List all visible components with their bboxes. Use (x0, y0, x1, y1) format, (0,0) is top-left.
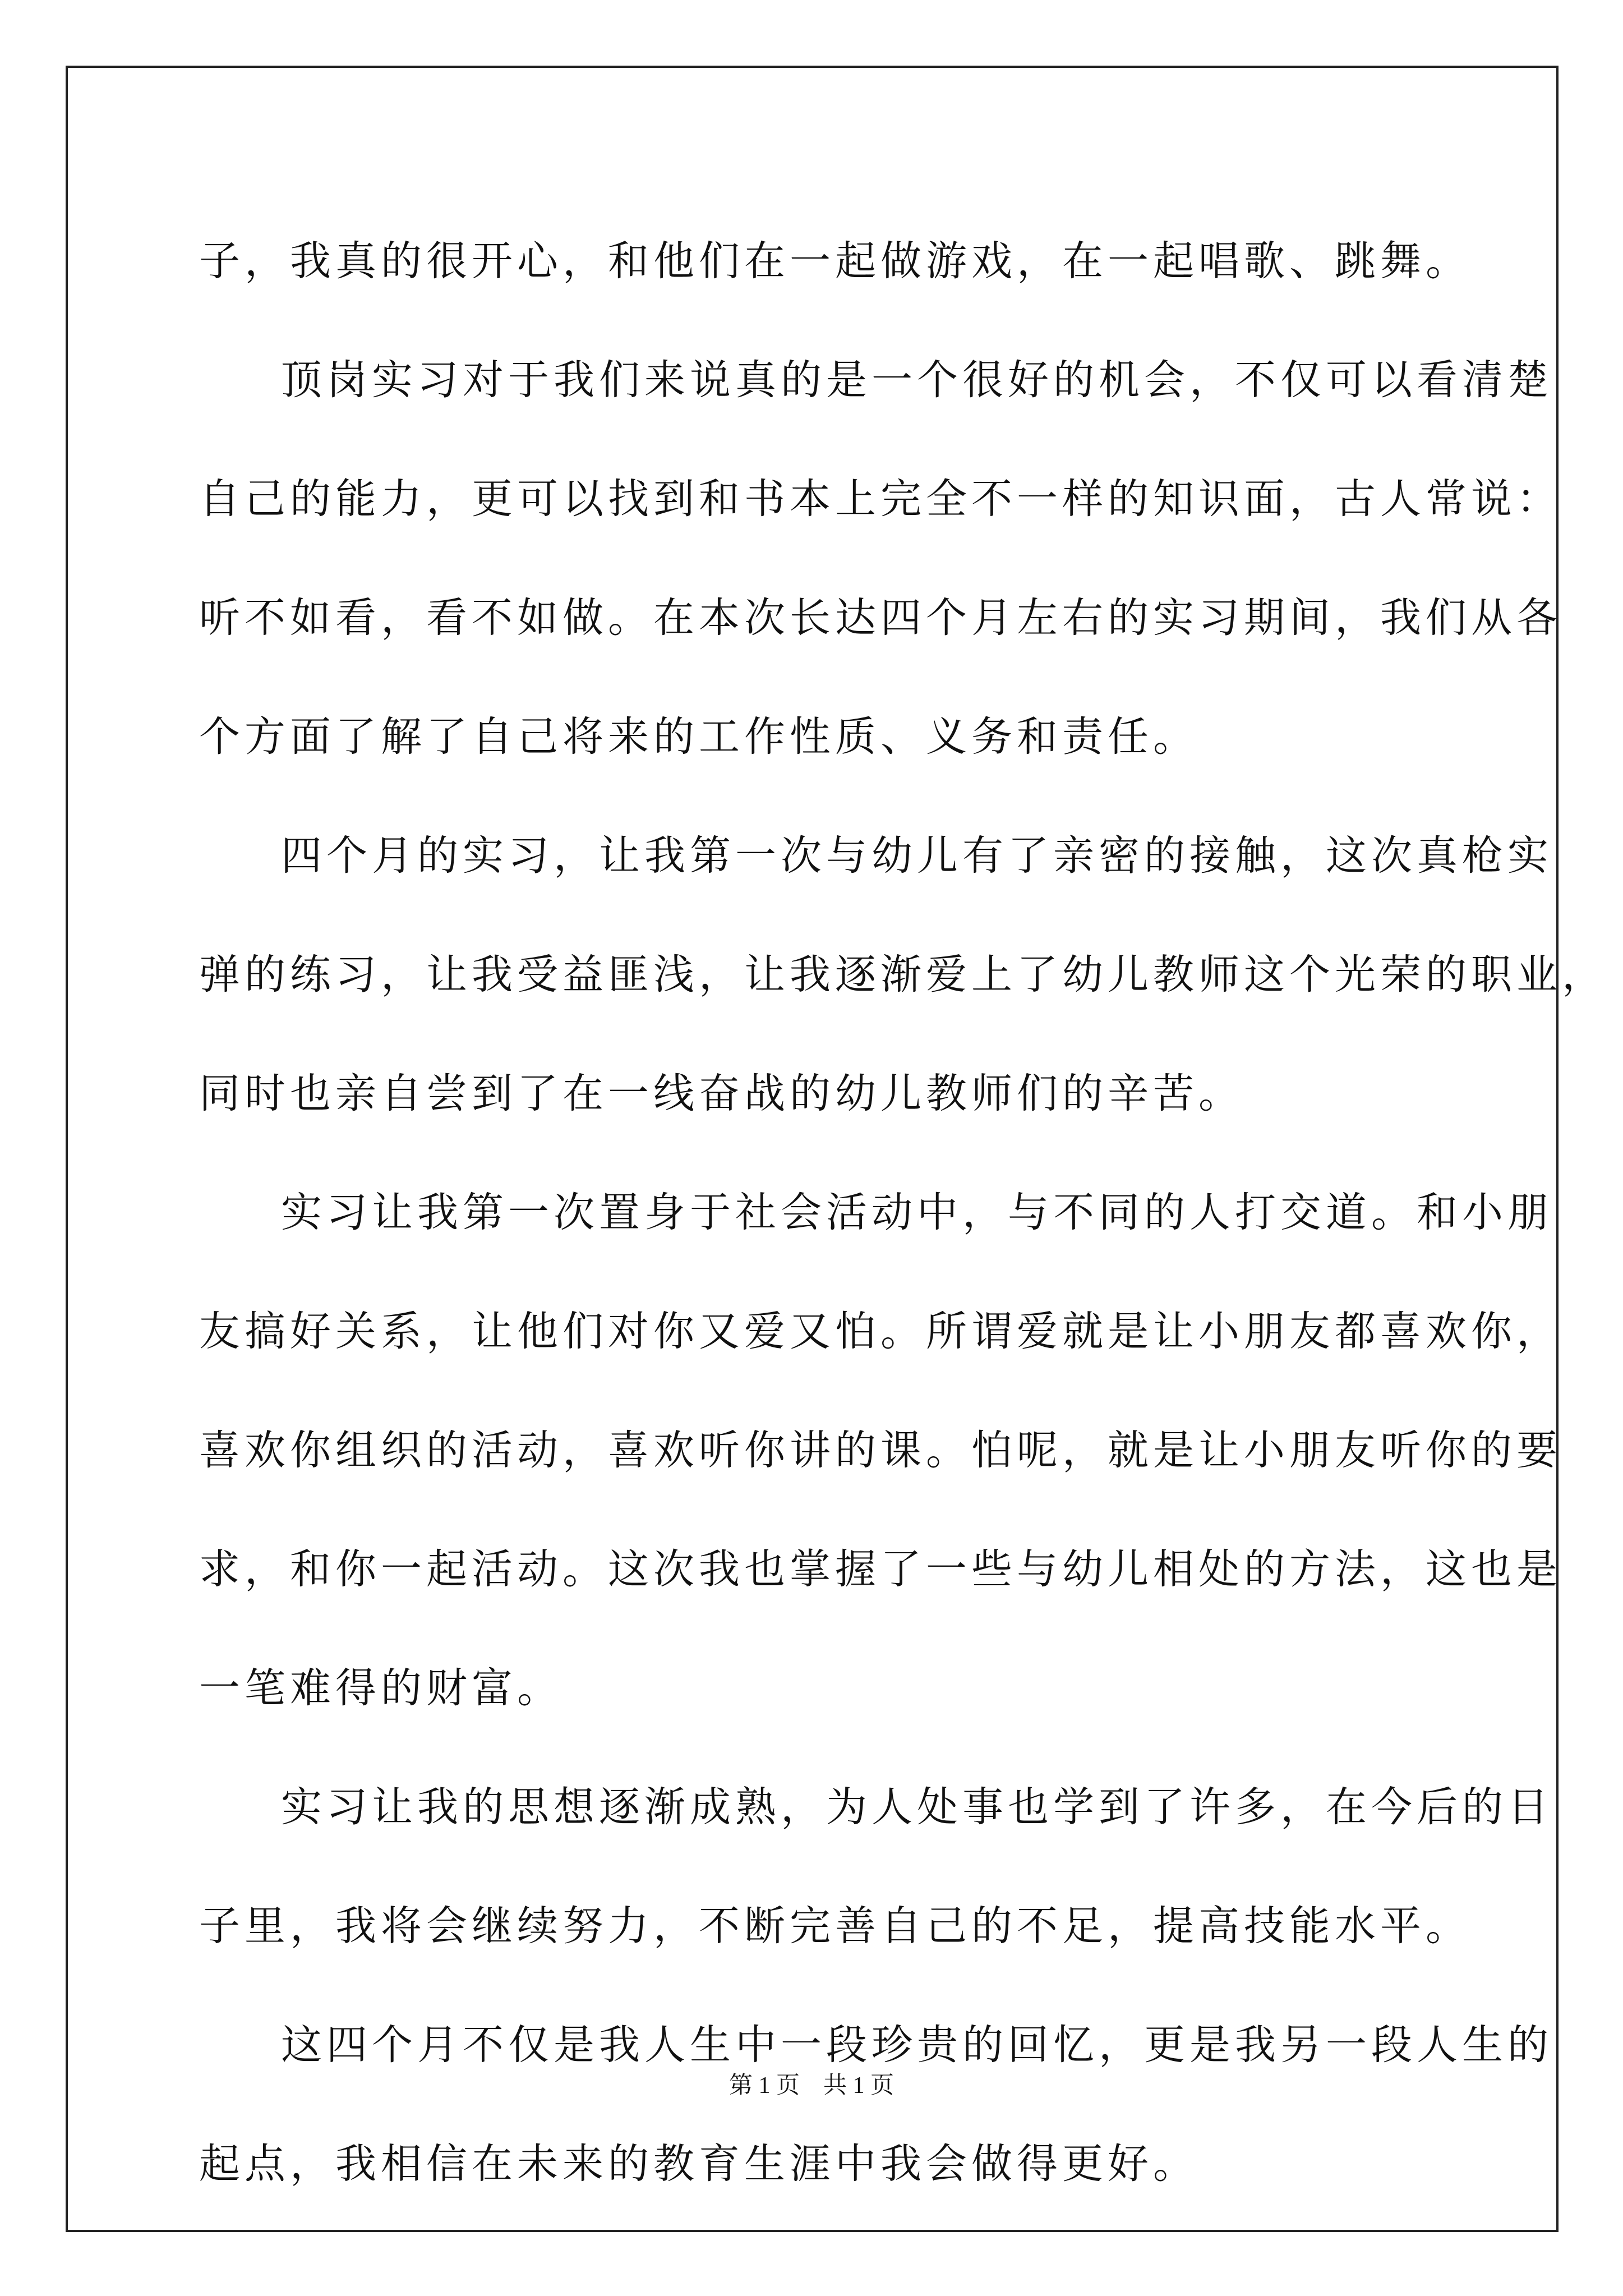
text-line: 求，和你一起活动。这次我也掌握了一些与幼儿相处的方法，这也是 (199, 1545, 1562, 1593)
text-line: 子，我真的很开心，和他们在一起做游戏，在一起唱歌、跳舞。 (199, 237, 1471, 285)
document-body (199, 202, 1607, 2224)
text-line: 四个月的实习，让我第一次与幼儿有了亲密的接触，这次真枪实 (281, 832, 1553, 880)
text-line: 子里，我将会继续努力，不断完善自己的不足，提高技能水平。 (199, 1902, 1471, 1950)
text-line: 起点，我相信在未来的教育生涯中我会做得更好。 (199, 2140, 1198, 2188)
text-line: 自己的能力，更可以找到和书本上完全不一样的知识面，古人常说： (199, 475, 1562, 523)
page-number-footer: 第 1 页 共 1 页 (728, 2073, 894, 2099)
text-line: 个方面了解了自己将来的工作性质、义务和责任。 (199, 713, 1198, 761)
text-line: 弹的练习，让我受益匪浅，让我逐渐爱上了幼儿教师这个光荣的职业， (199, 951, 1607, 999)
text-line: 友搞好关系，让他们对你又爱又怕。所谓爱就是让小朋友都喜欢你， (199, 1308, 1562, 1355)
text-line: 顶岗实习对于我们来说真的是一个很好的机会，不仅可以看清楚 (281, 356, 1553, 404)
text-line: 一笔难得的财富。 (199, 1664, 562, 1712)
text-line: 实习让我的思想逐渐成熟，为人处事也学到了许多，在今后的日 (281, 1783, 1553, 1831)
text-line: 同时也亲自尝到了在一线奋战的幼儿教师们的辛苦。 (199, 1070, 1244, 1117)
text-line: 听不如看，看不如做。在本次长达四个月左右的实习期间，我们从各 (199, 594, 1562, 642)
text-line: 实习让我第一次置身于社会活动中，与不同的人打交道。和小朋 (281, 1189, 1553, 1236)
text-line: 这四个月不仅是我人生中一段珍贵的回忆，更是我另一段人生的 (281, 2021, 1553, 2069)
text-line: 喜欢你组织的活动，喜欢听你讲的课。怕呢，就是让小朋友听你的要 (199, 1427, 1562, 1474)
